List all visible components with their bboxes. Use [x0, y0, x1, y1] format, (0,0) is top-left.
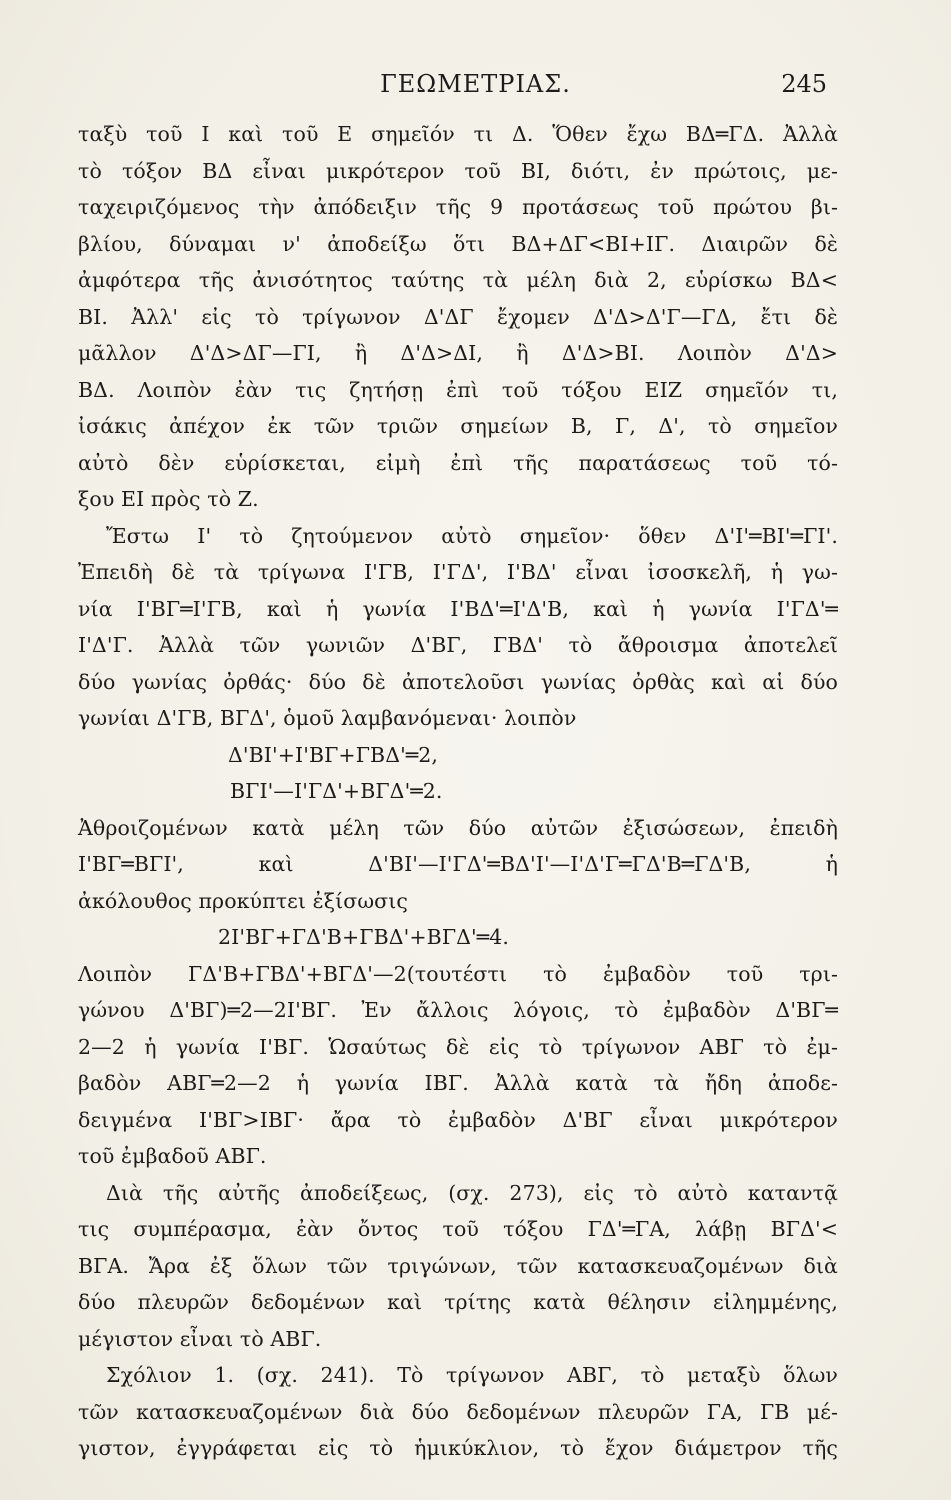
text-line: μᾶλλον Δ'Δ>ΔΓ—ΓΙ, ἢ Δ'Δ>ΔΙ, ἢ Δ'Δ>ΒΙ. Λοιπὸν Δ'Δ> [78, 341, 838, 365]
text-line: 2—2 ἡ γωνία Ι'ΒΓ. Ὡσαύτως δὲ εἰς τὸ τρίγωνον ΑΒΓ τὸ ἐμ- [78, 1034, 838, 1059]
text-line: τοῦ ἐμβαδοῦ ΑΒΓ. [78, 1144, 267, 1168]
text-line: ταξὺ τοῦ Ι καὶ τοῦ Ε σημεῖόν τι Δ. Ὅθεν ἔχω ΒΔ═ΓΔ. Ἀλλὰ [78, 122, 838, 146]
text-line: Λοιπὸν ΓΔ'Β+ΓΒΔ'+ΒΓΔ'—2(τουτέστι τὸ ἐμβαδὸν τοῦ τρι- [78, 961, 838, 986]
text-line: Ἔστω Ι' τὸ ζητούμενον αὐτὸ σημεῖον· ὅθεν Δ'Ι'═ΒΙ'═ΓΙ'. [106, 523, 838, 548]
equation-line: Δ'ΒΙ'+Ι'ΒΓ+ΓΒΔ'═2, [228, 742, 439, 767]
text-line: γώνου Δ'ΒΓ)═2—2Ι'ΒΓ. Ἐν ἄλλοις λόγοις, τὸ ἐμβαδὸν Δ'ΒΓ═ [78, 998, 838, 1022]
text-line: γιστον, ἐγγράφεται εἰς τὸ ἡμικύκλιον, τὸ ἔχον διάμετρον τῆς [78, 1436, 838, 1460]
text-line: Ι'ΒΓ═ΒΓΙ', καὶ Δ'ΒΙ'—Ι'ΓΔ'═ΒΔ'Ι'—Ι'Δ'Γ═ΓΔ'Β═ΓΔ'Β, ἡ [78, 852, 838, 876]
running-head: ΓΕΩΜΕΤΡΙΑΣ. [380, 70, 571, 98]
body-text [78, 116, 838, 1467]
text-line: Ἀθροιζομένων κατὰ μέλη τῶν δύο αὐτῶν ἐξισώσεων, ἐπειδὴ [78, 815, 838, 840]
text-line: ἰσάκις ἀπέχον ἐκ τῶν τριῶν σημείων Β, Γ, Δ', τὸ σημεῖον [78, 414, 838, 438]
text-line: ξου ΕΙ πρὸς τὸ Ζ. [78, 487, 259, 511]
text-line: Σχόλιον 1. (σχ. 241). Τὸ τρίγωνον ΑΒΓ, τὸ μεταξὺ ὅλων [106, 1363, 838, 1387]
text-line: δειγμένα Ι'ΒΓ>ΙΒΓ· ἄρα τὸ ἐμβαδὸν Δ'ΒΓ εἶναι μικρότερον [78, 1107, 838, 1132]
text-line: ἀκόλουθος προκύπτει ἐξίσωσις [78, 888, 408, 913]
text-line: μέγιστον εἶναι τὸ ΑΒΓ. [78, 1326, 322, 1351]
text-line: τῶν κατασκευαζομένων διὰ δύο δεδομένων πλευρῶν ΓΑ, ΓΒ μέ- [78, 1399, 838, 1424]
text-line: τὸ τόξον ΒΔ εἶναι μικρότερον τοῦ ΒΙ, διότι, ἐν πρώτοις, με- [78, 158, 838, 183]
text-line: ΒΙ. Ἀλλ' εἰς τὸ τρίγωνον Δ'ΔΓ ἔχομεν Δ'Δ>Δ'Γ—ΓΔ, ἔτι δὲ [78, 304, 838, 329]
text-line: ΒΔ. Λοιπὸν ἐὰν τις ζητήσῃ ἐπὶ τοῦ τόξου ΕΙΖ σημεῖόν τι, [78, 377, 838, 402]
page-number: 245 [781, 70, 827, 98]
text-line: ταχειριζόμενος τὴν ἀπόδειξιν τῆς 9 προτάσεως τοῦ πρώτου βι- [78, 195, 838, 219]
text-line: τις συμπέρασμα, ἐὰν ὄντος τοῦ τόξου ΓΔ'═ΓΑ, λάβῃ ΒΓΔ'< [78, 1217, 838, 1241]
text-line: Ι'Δ'Γ. Ἀλλὰ τῶν γωνιῶν Δ'ΒΓ, ΓΒΔ' τὸ ἄθροισμα ἀποτελεῖ [78, 633, 838, 657]
text-line: βαδὸν ΑΒΓ═2—2 ἡ γωνία ΙΒΓ. Ἀλλὰ κατὰ τὰ ἤδη ἀποδε- [78, 1071, 838, 1095]
text-line: δύο γωνίας ὀρθάς· δύο δὲ ἀποτελοῦσι γωνίας ὀρθὰς καὶ αἱ δύο [78, 669, 838, 694]
text-line: ἀμφότερα τῆς ἀνισότητος ταύτης τὰ μέλη διὰ 2, εὑρίσκω ΒΔ< [78, 268, 838, 292]
text-line: γωνίαι Δ'ΓΒ, ΒΓΔ', ὁμοῦ λαμβανόμεναι· λοιπὸν [78, 706, 577, 730]
equation-line: ΒΓΙ'—Ι'ΓΔ'+ΒΓΔ'═2. [230, 779, 443, 803]
page-header [0, 70, 951, 106]
text-line: ΒΓΑ. Ἄρα ἐξ ὅλων τῶν τριγώνων, τῶν κατασκευαζομένων διὰ [78, 1253, 838, 1278]
equation-line: 2Ι'ΒΓ+ΓΔ'Β+ΓΒΔ'+ΒΓΔ'═4. [218, 925, 509, 949]
text-line: νία Ι'ΒΓ═Ι'ΓΒ, καὶ ἡ γωνία Ι'ΒΔ'═Ι'Δ'Β, καὶ ἡ γωνία Ι'ΓΔ'═ [78, 596, 838, 621]
text-line: βλίου, δύναμαι ν' ἀποδείξω ὅτι ΒΔ+ΔΓ<ΒΙ+ΙΓ. Διαιρῶν δὲ [78, 231, 838, 256]
text-line: Διὰ τῆς αὐτῆς ἀποδείξεως, (σχ. 273), εἰς τὸ αὐτὸ καταντᾷ [106, 1180, 838, 1205]
text-line: Ἐπειδὴ δὲ τὰ τρίγωνα Ι'ΓΒ, Ι'ΓΔ', Ι'ΒΔ' εἶναι ἰσοσκελῆ, ἡ γω- [78, 560, 838, 584]
text-line: δύο πλευρῶν δεδομένων καὶ τρίτης κατὰ θέλησιν εἰλημμένης, [78, 1290, 838, 1314]
text-line: αὐτὸ δὲν εὑρίσκεται, εἰμὴ ἐπὶ τῆς παρατάσεως τοῦ τό- [78, 450, 838, 475]
